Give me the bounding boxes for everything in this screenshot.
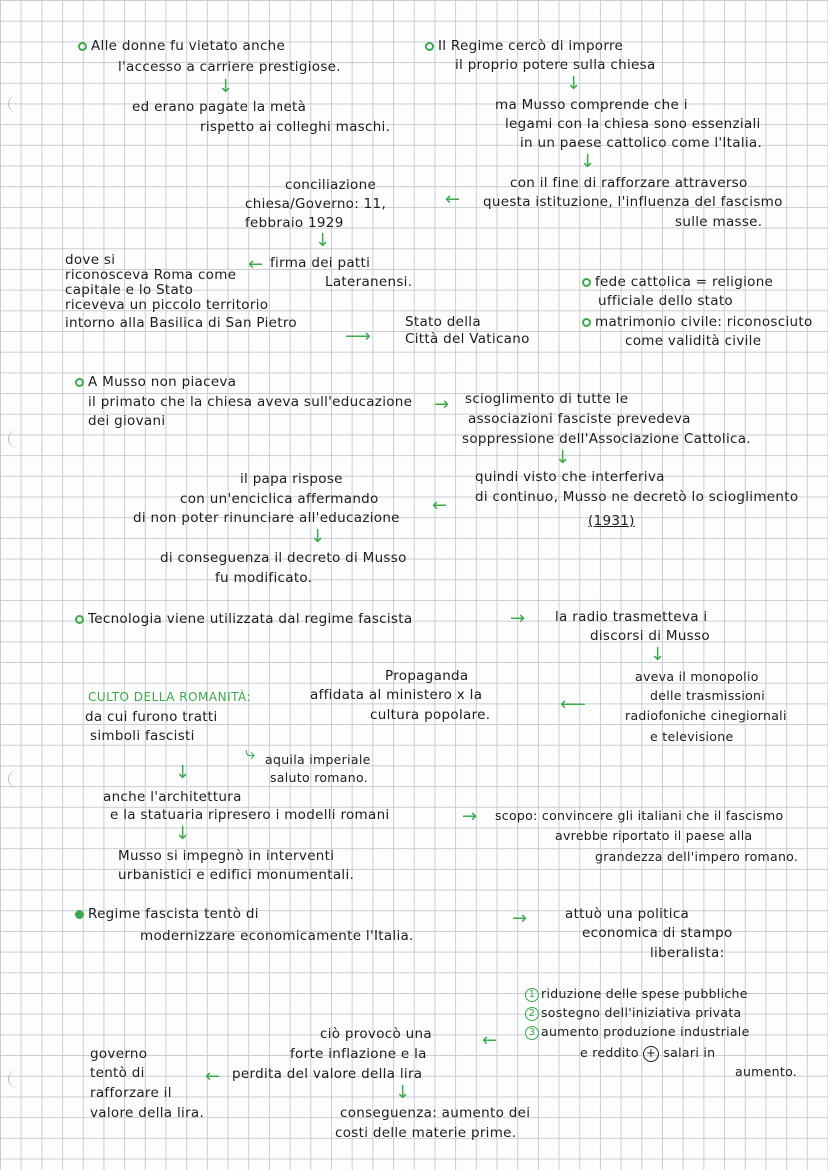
text-line: riceveva un piccolo territorio bbox=[65, 297, 269, 313]
arrow-down-icon: ↓ bbox=[175, 762, 191, 783]
list-item-cont: e reddito + salari in bbox=[580, 1045, 716, 1060]
text-line: la radio trasmetteva i bbox=[555, 609, 708, 625]
text-line: in un paese cattolico come l'Italia. bbox=[520, 135, 763, 151]
arrow-right-icon: ⟶ bbox=[345, 326, 371, 347]
text-line: cultura popolare. bbox=[370, 707, 491, 723]
text-line: firma dei patti bbox=[270, 255, 371, 271]
text-line: associazioni fasciste prevedeva bbox=[468, 411, 691, 427]
arrow-right-icon: → bbox=[510, 608, 526, 629]
arrow-down-icon: ↓ bbox=[555, 447, 571, 468]
text-line: valore della lira. bbox=[90, 1105, 205, 1121]
text-line: sulle masse. bbox=[675, 214, 763, 230]
arrow-down-icon: ↓ bbox=[566, 73, 582, 94]
text-line: e televisione bbox=[650, 729, 734, 744]
text-line: Stato della bbox=[405, 314, 481, 330]
binder-hole bbox=[8, 430, 27, 448]
text-line: febbraio 1929 bbox=[245, 215, 344, 231]
bullet-icon bbox=[75, 615, 84, 624]
text-line: questa istituzione, l'influenza del fascismo bbox=[483, 194, 783, 210]
text-line: urbanistici e edifici monumentali. bbox=[118, 867, 355, 883]
arrow-left-icon: ← bbox=[482, 1030, 498, 1051]
bullet-icon bbox=[78, 42, 87, 51]
text-line: discorsi di Musso bbox=[590, 628, 710, 644]
binder-hole bbox=[8, 1070, 27, 1088]
arrow-left-icon: ← bbox=[248, 254, 264, 275]
arrow-left-icon: ⟵ bbox=[560, 694, 586, 715]
arrow-down-icon: ↓ bbox=[218, 76, 234, 97]
text-line: ciò provocò una bbox=[320, 1026, 432, 1042]
bullet-icon bbox=[582, 278, 591, 287]
text-line: costi delle materie prime. bbox=[335, 1125, 517, 1141]
text-line: delle trasmissioni bbox=[650, 688, 766, 703]
text-line: quindi visto che interferiva bbox=[475, 469, 665, 485]
arrow-down-icon: ↓ bbox=[310, 526, 326, 547]
text-line: come validità civile bbox=[625, 333, 762, 349]
text-line: modernizzare economicamente l'Italia. bbox=[140, 928, 414, 944]
number-badge: 2 bbox=[525, 1007, 539, 1021]
text-line: capitale e lo Stato bbox=[65, 282, 194, 298]
number-badge: 3 bbox=[525, 1026, 539, 1040]
text-line: scopo: convincere gli italiani che il fascismo bbox=[495, 808, 784, 823]
text-line: aquila imperiale bbox=[265, 752, 371, 767]
text-line: da cui furono tratti bbox=[85, 709, 218, 725]
text-line: aumento. bbox=[735, 1064, 798, 1079]
arrow-right-icon: → bbox=[434, 394, 450, 415]
text-line: scioglimento di tutte le bbox=[465, 391, 629, 407]
culto-title: CULTO DELLA ROMANITÀ: bbox=[88, 690, 252, 704]
text-line: Città del Vaticano bbox=[405, 331, 530, 347]
text-line: affidata al ministero x la bbox=[310, 687, 483, 703]
text-line: radiofoniche cinegiornali bbox=[625, 708, 787, 723]
text-line: di continuo, Musso ne decretò lo scioglimento bbox=[475, 489, 799, 505]
text-line: ma Musso comprende che i bbox=[495, 97, 688, 113]
text-line: il proprio potere sulla chiesa bbox=[455, 57, 656, 73]
text-line: avrebbe riportato il paese alla bbox=[555, 828, 753, 843]
text-line: attuò una politica bbox=[565, 906, 690, 922]
list-item: 3 aumento produzione industriale bbox=[525, 1022, 750, 1041]
bullet-tech-line: Tecnologia viene utilizzata dal regime fascista bbox=[75, 610, 412, 629]
arrow-down-icon: ↓ bbox=[175, 823, 191, 844]
text-line: (1931) bbox=[588, 513, 635, 529]
text-line: chiesa/Governo: 11, bbox=[245, 196, 387, 212]
text-line: saluto romano. bbox=[270, 770, 368, 785]
text-line: l'accesso a carriere prestigiose. bbox=[118, 59, 341, 75]
text-line: dove si bbox=[65, 252, 116, 268]
text-line: intorno alla Basilica di San Pietro bbox=[65, 315, 297, 331]
text-line: il primato che la chiesa aveva sull'educazione bbox=[88, 394, 413, 410]
arrow-left-icon: ← bbox=[432, 495, 448, 516]
text-line: di conseguenza il decreto di Musso bbox=[160, 550, 407, 566]
arrow-left-icon: ← bbox=[205, 1066, 221, 1087]
arrow-down-icon: ↓ bbox=[650, 644, 666, 665]
text-line: Lateranensi. bbox=[325, 274, 413, 290]
arrow-down-icon: ↓ bbox=[395, 1082, 411, 1103]
bullet-regime-line: Il Regime cercò di imporre bbox=[425, 37, 623, 56]
list-item: 2 sostegno dell'iniziativa privata bbox=[525, 1003, 741, 1022]
text-line: soppressione dell'Associazione Cattolica. bbox=[462, 431, 751, 447]
text-line: perdita del valore della lira bbox=[232, 1066, 423, 1082]
bullet-icon bbox=[425, 42, 434, 51]
text-line: tentò di bbox=[90, 1065, 145, 1081]
binder-hole bbox=[8, 95, 27, 113]
arrow-down-icon: ↓ bbox=[580, 151, 596, 172]
bullet-economy-line: Regime fascista tentò di bbox=[75, 905, 259, 924]
bullet-musso-line: A Musso non piaceva bbox=[75, 373, 236, 392]
text-line: e la statuaria ripresero i modelli romani bbox=[110, 807, 390, 823]
arrow-branch-icon: ⤷ bbox=[245, 743, 256, 764]
text-line: Musso si impegnò in interventi bbox=[118, 848, 335, 864]
text-line: liberalista: bbox=[650, 945, 725, 961]
text-line: ed erano pagate la metà bbox=[132, 99, 307, 115]
text-line: conseguenza: aumento dei bbox=[340, 1105, 531, 1121]
text-line: governo bbox=[90, 1046, 148, 1062]
text-line: rafforzare il bbox=[90, 1085, 172, 1101]
text-line: fu modificato. bbox=[215, 570, 313, 586]
text-line: riconosceva Roma come bbox=[65, 267, 237, 283]
arrow-right-icon: → bbox=[512, 908, 528, 929]
arrow-right-icon: → bbox=[462, 806, 478, 827]
text-line: conciliazione bbox=[285, 177, 377, 193]
text-line: legami con la chiesa sono essenziali bbox=[505, 116, 761, 132]
bullet-icon bbox=[75, 378, 84, 387]
bullet-icon bbox=[582, 318, 591, 327]
bullet-fede-line: fede cattolica = religione bbox=[582, 273, 773, 292]
number-badge: 1 bbox=[525, 988, 539, 1002]
text-line: con un'enciclica affermando bbox=[180, 491, 379, 507]
arrow-down-icon: ↓ bbox=[315, 230, 331, 251]
text-line: economica di stampo bbox=[582, 925, 733, 941]
text-line: il papa rispose bbox=[240, 471, 343, 487]
text-line: rispetto ai colleghi maschi. bbox=[200, 119, 391, 135]
text-line: anche l'architettura bbox=[103, 789, 242, 805]
bullet-women-line: Alle donne fu vietato anche bbox=[78, 37, 285, 56]
text-line: di non poter rinunciare all'educazione bbox=[133, 510, 400, 526]
bullet-matrimonio-line: matrimonio civile: riconosciuto bbox=[582, 313, 813, 332]
bullet-icon bbox=[75, 910, 84, 919]
binder-hole bbox=[8, 770, 27, 788]
list-item: 1 riduzione delle spese pubbliche bbox=[525, 984, 748, 1003]
text-line: grandezza dell'impero romano. bbox=[595, 849, 799, 864]
text-line: con il fine di rafforzare attraverso bbox=[510, 175, 748, 191]
text-line: aveva il monopolio bbox=[635, 669, 759, 684]
text-line: ufficiale dello stato bbox=[598, 293, 733, 309]
text-line: Propaganda bbox=[385, 668, 469, 684]
plus-icon: + bbox=[643, 1046, 659, 1062]
text-line: dei giovani bbox=[88, 413, 166, 429]
text-line: forte inflazione e la bbox=[290, 1046, 427, 1062]
arrow-left-icon: ← bbox=[445, 189, 461, 210]
text-line: simboli fascisti bbox=[90, 728, 195, 744]
